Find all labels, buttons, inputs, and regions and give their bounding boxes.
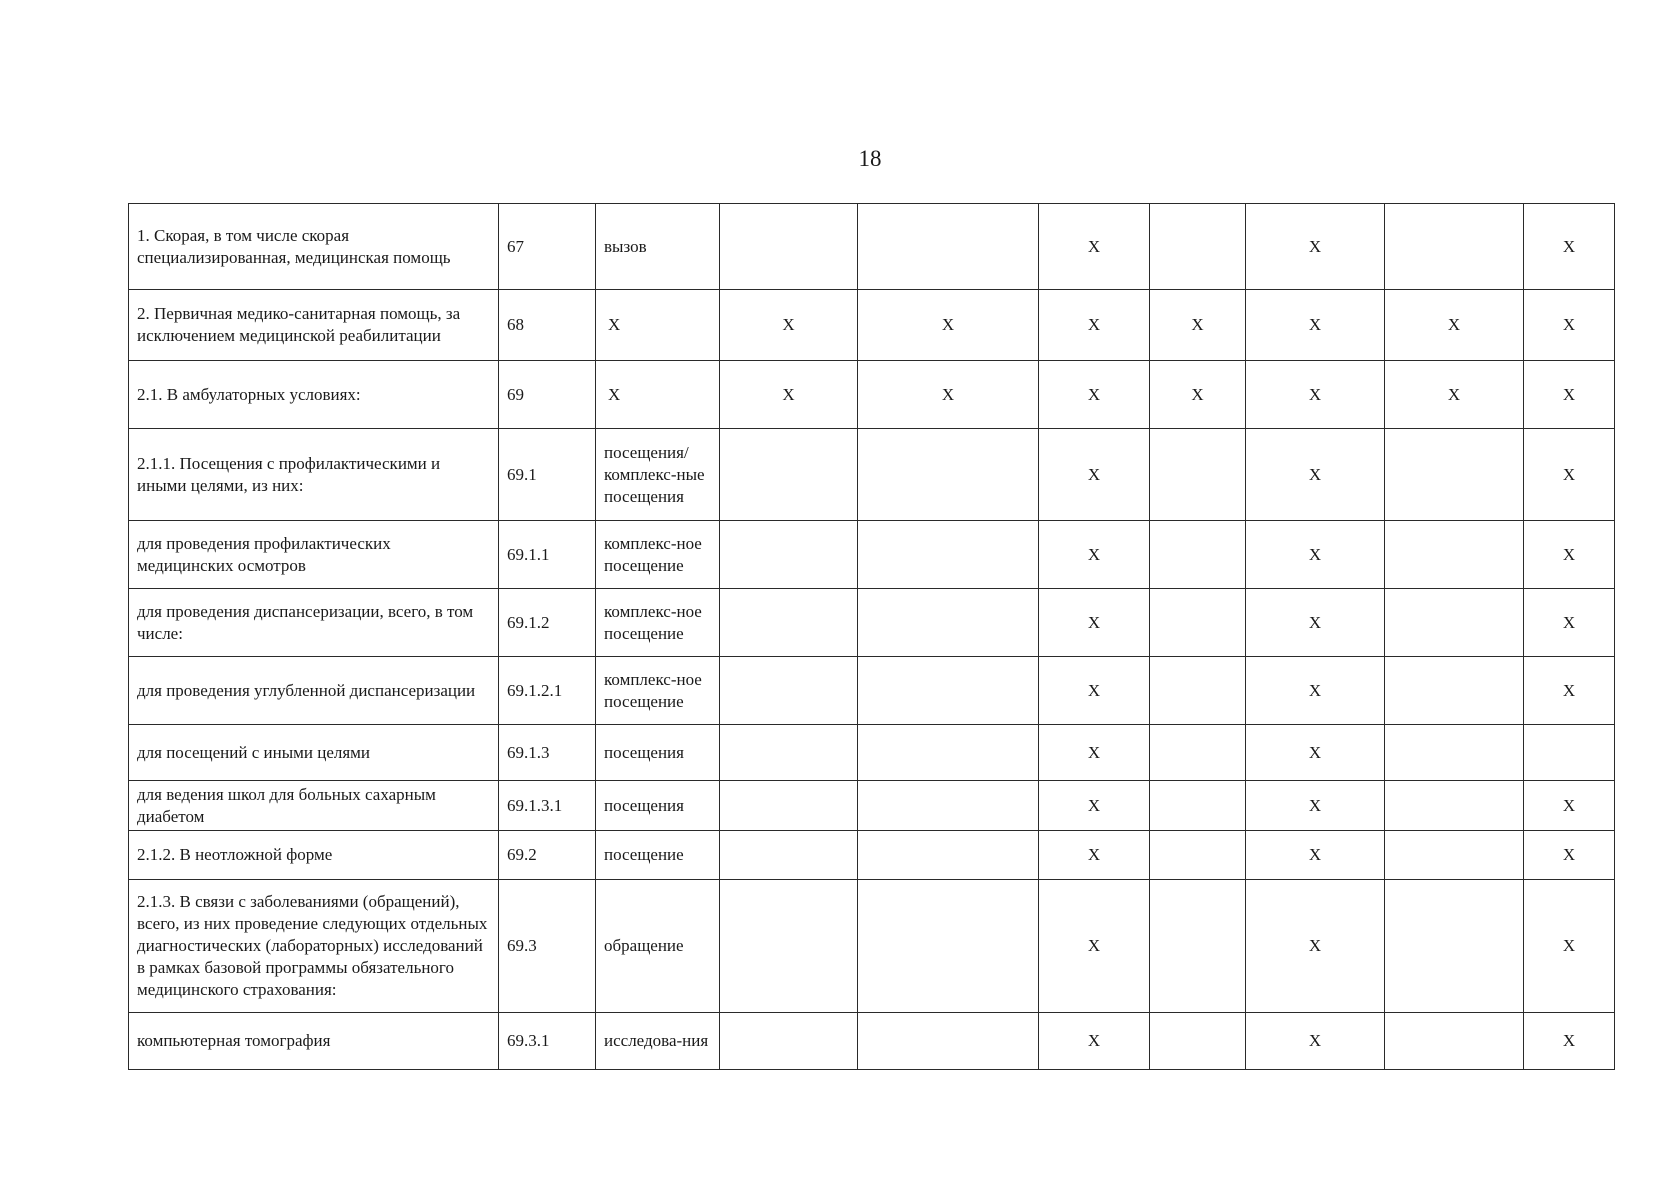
row-unit: посещения [596, 725, 720, 781]
value-cell: X [1524, 361, 1615, 429]
row-code: 69.1.2.1 [499, 657, 596, 725]
value-cell [1385, 1013, 1524, 1070]
value-cell [1150, 831, 1246, 880]
value-cell [1385, 429, 1524, 521]
row-code: 69.1.1 [499, 521, 596, 589]
row-name: для проведения углубленной диспансеризации [129, 657, 499, 725]
value-cell: X [858, 290, 1039, 361]
row-unit: вызов [596, 204, 720, 290]
row-name: для проведения диспансеризации, всего, в том числе: [129, 589, 499, 657]
row-unit: X [596, 290, 720, 361]
value-cell: X [1246, 1013, 1385, 1070]
row-unit: исследова-ния [596, 1013, 720, 1070]
value-cell [1385, 657, 1524, 725]
table-row [129, 831, 1615, 880]
value-cell [1385, 725, 1524, 781]
value-cell: X [1524, 1013, 1615, 1070]
value-cell: X [720, 290, 858, 361]
value-cell [1385, 880, 1524, 1013]
value-cell: X [1150, 361, 1246, 429]
row-unit: посещение [596, 831, 720, 880]
value-cell: X [1524, 521, 1615, 589]
row-unit: обращение [596, 880, 720, 1013]
row-unit: комплекс-ное посещение [596, 521, 720, 589]
value-cell [1385, 521, 1524, 589]
value-cell: X [1246, 429, 1385, 521]
value-cell [858, 1013, 1039, 1070]
row-unit: посещения/ комплекс-ные посещения [596, 429, 720, 521]
value-cell [1524, 725, 1615, 781]
value-cell: X [1246, 781, 1385, 831]
value-cell: X [1246, 521, 1385, 589]
value-cell [858, 831, 1039, 880]
value-cell: X [1246, 725, 1385, 781]
value-cell: X [1246, 657, 1385, 725]
row-unit: X [596, 361, 720, 429]
value-cell: X [1246, 831, 1385, 880]
row-code: 68 [499, 290, 596, 361]
table-row [129, 880, 1615, 1013]
value-cell [720, 1013, 858, 1070]
value-cell: X [1039, 657, 1150, 725]
value-cell: X [1524, 880, 1615, 1013]
table-row [129, 361, 1615, 429]
value-cell [720, 429, 858, 521]
table-row [129, 429, 1615, 521]
table-row [129, 290, 1615, 361]
row-name: для проведения профилактических медицинских осмотров [129, 521, 499, 589]
row-code: 69.3 [499, 880, 596, 1013]
table-body [129, 204, 1615, 1070]
value-cell: X [1039, 361, 1150, 429]
table-row [129, 657, 1615, 725]
row-unit: посещения [596, 781, 720, 831]
value-cell [720, 831, 858, 880]
value-cell [720, 725, 858, 781]
value-cell [720, 880, 858, 1013]
row-name: 2.1.3. В связи с заболеваниями (обращений), всего, из них проведение следующих отдельных диагностических (лабораторных) исследований в рамках базовой программы обязательного медицинского страхования: [129, 880, 499, 1013]
row-name: 2.1. В амбулаторных условиях: [129, 361, 499, 429]
table-row [129, 204, 1615, 290]
value-cell [720, 589, 858, 657]
value-cell [858, 880, 1039, 1013]
value-cell [1150, 429, 1246, 521]
page-number: 18 [858, 146, 882, 171]
value-cell [720, 657, 858, 725]
value-cell: X [1524, 831, 1615, 880]
value-cell: X [1524, 204, 1615, 290]
value-cell: X [1039, 831, 1150, 880]
value-cell [1150, 725, 1246, 781]
row-code: 67 [499, 204, 596, 290]
value-cell: X [1150, 290, 1246, 361]
value-cell: X [1246, 361, 1385, 429]
value-cell [858, 429, 1039, 521]
value-cell [1150, 781, 1246, 831]
value-cell [1385, 204, 1524, 290]
value-cell: X [1524, 290, 1615, 361]
value-cell: X [1039, 429, 1150, 521]
value-cell [858, 204, 1039, 290]
table-row [129, 1013, 1615, 1070]
value-cell [858, 781, 1039, 831]
value-cell [720, 204, 858, 290]
table-row [129, 521, 1615, 589]
data-table [128, 203, 1615, 1070]
value-cell [1150, 204, 1246, 290]
value-cell: X [1385, 290, 1524, 361]
value-cell [1150, 521, 1246, 589]
row-name: компьютерная томография [129, 1013, 499, 1070]
row-unit: комплекс-ное посещение [596, 589, 720, 657]
value-cell: X [1246, 204, 1385, 290]
row-code: 69 [499, 361, 596, 429]
row-code: 69.1 [499, 429, 596, 521]
value-cell [1150, 880, 1246, 1013]
value-cell [720, 521, 858, 589]
row-name: 1. Скорая, в том числе скорая специализированная, медицинская помощь [129, 204, 499, 290]
value-cell: X [1524, 429, 1615, 521]
value-cell [1150, 657, 1246, 725]
row-code: 69.1.2 [499, 589, 596, 657]
value-cell [1385, 781, 1524, 831]
table-row [129, 725, 1615, 781]
table-row [129, 781, 1615, 831]
value-cell [858, 657, 1039, 725]
value-cell [1150, 589, 1246, 657]
value-cell: X [720, 361, 858, 429]
row-name: для посещений с иными целями [129, 725, 499, 781]
value-cell [1385, 831, 1524, 880]
value-cell: X [1039, 589, 1150, 657]
value-cell: X [1039, 725, 1150, 781]
value-cell: X [858, 361, 1039, 429]
value-cell: X [1385, 361, 1524, 429]
value-cell: X [1246, 589, 1385, 657]
value-cell: X [1039, 880, 1150, 1013]
value-cell [720, 781, 858, 831]
value-cell [858, 725, 1039, 781]
row-code: 69.2 [499, 831, 596, 880]
row-name: 2.1.2. В неотложной форме [129, 831, 499, 880]
value-cell [1385, 589, 1524, 657]
row-code: 69.1.3 [499, 725, 596, 781]
value-cell: X [1039, 781, 1150, 831]
value-cell: X [1039, 204, 1150, 290]
row-unit: комплекс-ное посещение [596, 657, 720, 725]
value-cell: X [1039, 1013, 1150, 1070]
row-name: 2.1.1. Посещения с профилактическими и иными целями, из них: [129, 429, 499, 521]
value-cell: X [1246, 880, 1385, 1013]
row-name: для ведения школ для больных сахарным диабетом [129, 781, 499, 831]
value-cell: X [1524, 589, 1615, 657]
row-name: 2. Первичная медико-санитарная помощь, за исключением медицинской реабилитации [129, 290, 499, 361]
value-cell [1150, 1013, 1246, 1070]
value-cell [858, 521, 1039, 589]
row-code: 69.1.3.1 [499, 781, 596, 831]
table-row [129, 589, 1615, 657]
value-cell: X [1524, 657, 1615, 725]
value-cell [858, 589, 1039, 657]
value-cell: X [1246, 290, 1385, 361]
value-cell: X [1524, 781, 1615, 831]
value-cell: X [1039, 521, 1150, 589]
value-cell: X [1039, 290, 1150, 361]
row-code: 69.3.1 [499, 1013, 596, 1070]
